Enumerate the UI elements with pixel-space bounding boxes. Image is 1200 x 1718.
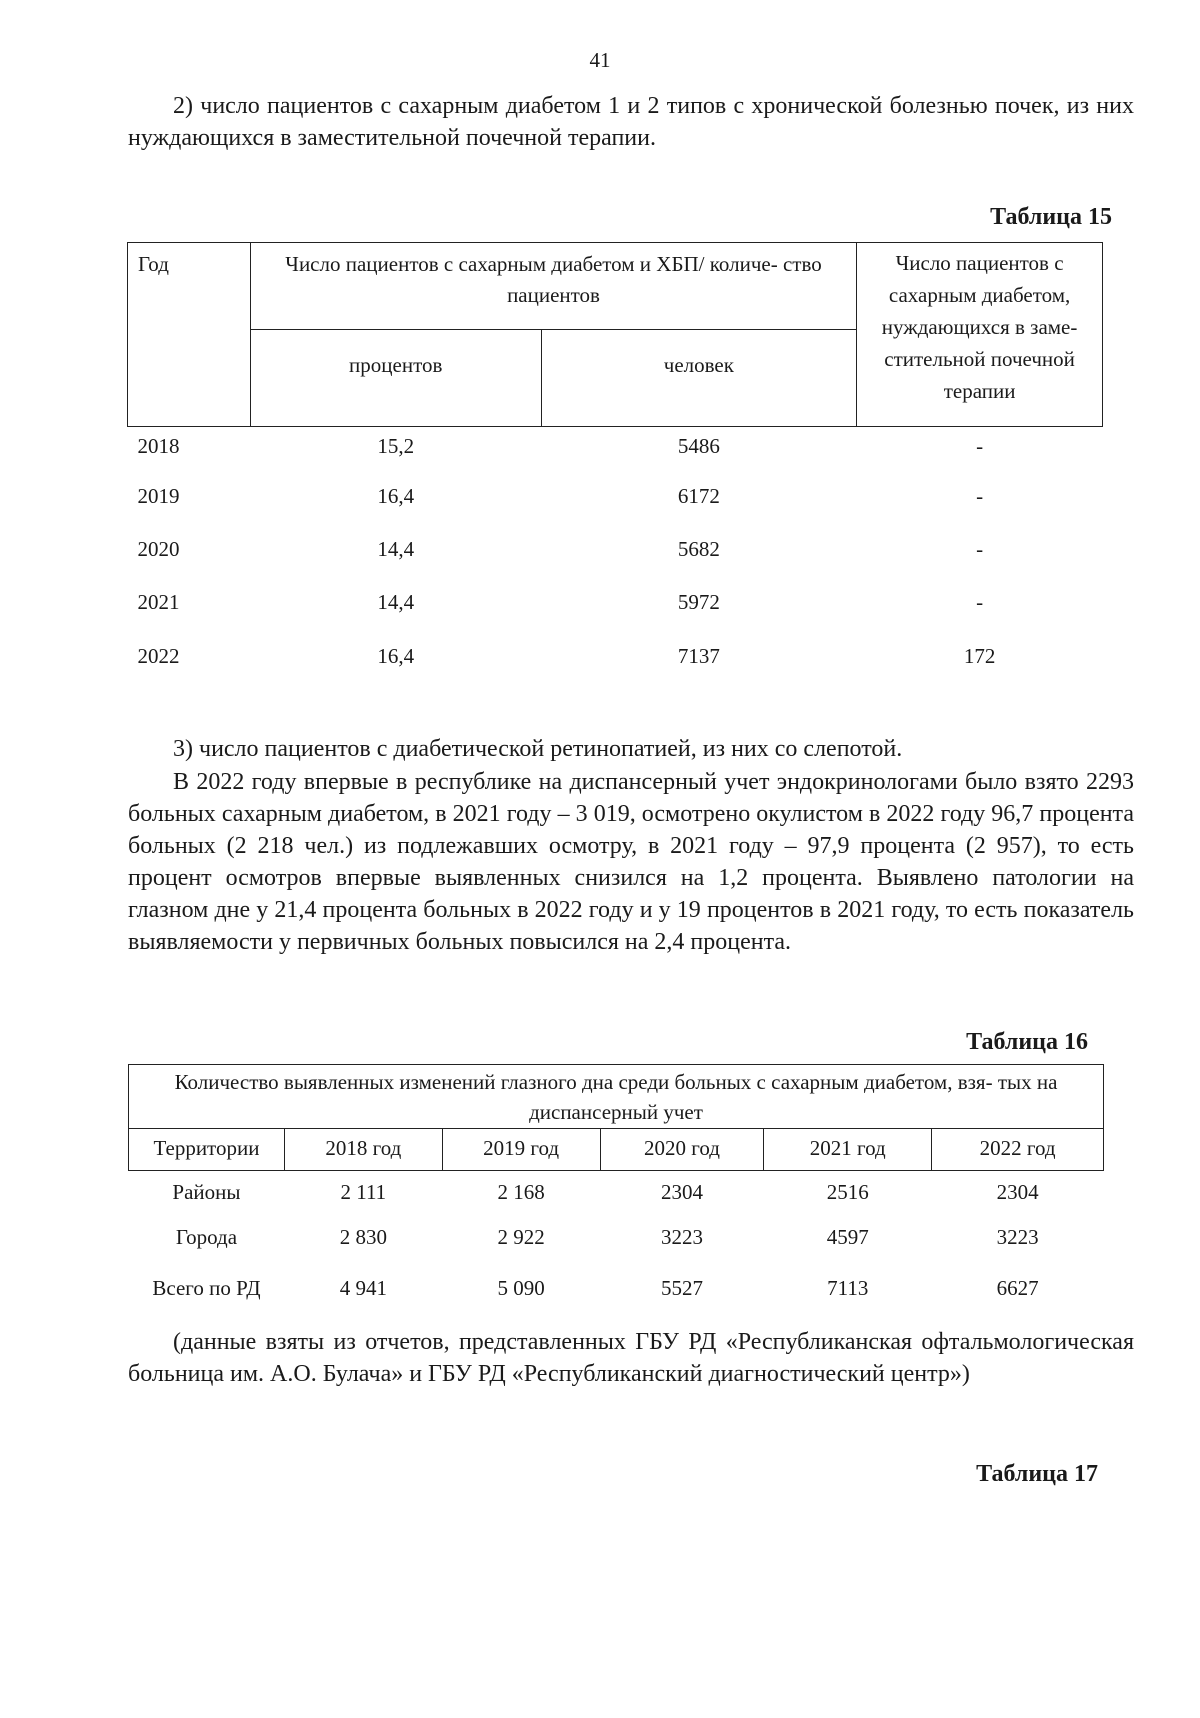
section-3-heading: 3) число пациентов с диабетической ретинопатией, из них со слепотой. — [173, 736, 903, 762]
table-15-persons: 7137 — [677, 643, 720, 668]
table-16-row-label: Города — [175, 1224, 238, 1249]
table-17-caption: Таблица 17 — [976, 1461, 1098, 1487]
table-16-value: 3223 — [660, 1224, 703, 1249]
table-16-header-2019: 2019 год — [442, 1129, 600, 1171]
section-3-paragraph: В 2022 году впервые в республике на диспансерный учет эндокринологами было взято 2293 больных сахарным диабетом, в 2021 году – 3 019, осмотрено окулистом в 2022 году 96,7 процента больных (2 218 чел.) из подлежавших осмотру, в 2021 году – 97,9 процента (2 957), то есть процент осмотров впервые выявленных снизился на 1,2 процента. Выявлено патологии на глазном дне у 21,4 процента больных в 2022 году и у 19 процентов в 2021 году, то есть показатель выявляемости у первичных больных повысился на 2,4 процента. — [128, 769, 1134, 955]
table-16-value: 2304 — [660, 1180, 703, 1204]
table-16-header-territory: Территории — [129, 1129, 285, 1171]
table-15 — [127, 242, 1103, 681]
table-15-need: - — [976, 536, 984, 561]
table-15-percent: 15,2 — [377, 434, 415, 458]
table-row — [128, 427, 1103, 481]
table-16-value: 3223 — [996, 1224, 1039, 1249]
table-16-header-2020: 2020 год — [600, 1129, 764, 1171]
table-15-persons: 5972 — [677, 589, 720, 614]
table-15-year: 2021 — [137, 589, 180, 614]
table-15-percent: 16,4 — [377, 483, 415, 508]
table-15-header-group: Число пациентов с сахарным диабетом и ХБП/ количе- ство пациентов — [250, 243, 856, 330]
section-2-paragraph: 2) число пациентов с сахарным диабетом 1 и 2 типов с хронической болезнью почек, из них нуждающихся в заместительной почечной терапии. — [128, 93, 1134, 151]
table-16-title: Количество выявленных изменений глазного дна среди больных с сахарным диабетом, взя- тых на диспансерный учет — [129, 1065, 1104, 1129]
table-16-value: 6627 — [996, 1275, 1039, 1300]
table-16-caption: Таблица 16 — [966, 1029, 1088, 1055]
table-15-header-need-rrt: Число пациентов с сахарным диабетом, нуждающихся в заме- стительной почечной терапии — [857, 243, 1103, 427]
table-15-persons: 6172 — [677, 483, 720, 508]
table-16-value: 2304 — [996, 1180, 1039, 1204]
page-number: 41 — [589, 48, 611, 72]
table-16-value: 4597 — [826, 1224, 869, 1249]
table-16-header-2021: 2021 год — [764, 1129, 932, 1171]
table-16-value: 5 090 — [497, 1275, 545, 1300]
table-15-persons: 5682 — [677, 536, 720, 561]
table-15-percent: 14,4 — [377, 536, 415, 561]
table-15-year: 2018 — [137, 434, 180, 458]
table-15-header-percent: процентов — [250, 330, 541, 427]
table-row — [129, 1222, 1104, 1273]
table-15-year: 2022 — [137, 643, 180, 668]
table-15-header-persons: человек — [541, 330, 857, 427]
table-16-value: 7113 — [827, 1275, 869, 1300]
table-16-row-label: Всего по РД — [152, 1275, 261, 1300]
table-16-value: 2 168 — [497, 1180, 545, 1204]
table-16-value: 2 830 — [339, 1224, 387, 1249]
table-15-year: 2020 — [137, 536, 180, 561]
table-15-need: - — [976, 589, 984, 614]
table-15-percent: 16,4 — [377, 643, 415, 668]
table-16-value: 2 111 — [340, 1180, 387, 1204]
table-16-value: 5527 — [660, 1275, 703, 1300]
table-15-need: - — [976, 434, 984, 458]
table-15-percent: 14,4 — [377, 589, 415, 614]
table-16-row-label: Районы — [172, 1180, 241, 1204]
table-15-need: 172 — [963, 643, 996, 668]
table-row — [128, 587, 1103, 641]
table-16 — [128, 1064, 1104, 1313]
table-15-header-year: Год — [128, 243, 251, 427]
table-15-caption: Таблица 15 — [990, 204, 1112, 230]
table-16-value: 2516 — [826, 1180, 869, 1204]
table-16-header-2022: 2022 год — [932, 1129, 1104, 1171]
source-note: (данные взяты из отчетов, представленных ГБУ РД «Республиканская офтальмологическая больница им. А.О. Булача» и ГБУ РД «Республиканский диагностический центр») — [128, 1329, 1134, 1387]
table-row — [128, 534, 1103, 587]
table-16-header-2018: 2018 год — [284, 1129, 442, 1171]
table-row — [129, 1273, 1104, 1313]
table-16-value: 2 922 — [497, 1224, 545, 1249]
table-15-need: - — [976, 483, 984, 508]
table-15-persons: 5486 — [677, 434, 720, 458]
table-15-year: 2019 — [137, 483, 180, 508]
table-row — [128, 481, 1103, 534]
table-16-value: 4 941 — [339, 1275, 387, 1300]
table-row — [129, 1171, 1104, 1222]
table-row — [128, 641, 1103, 681]
